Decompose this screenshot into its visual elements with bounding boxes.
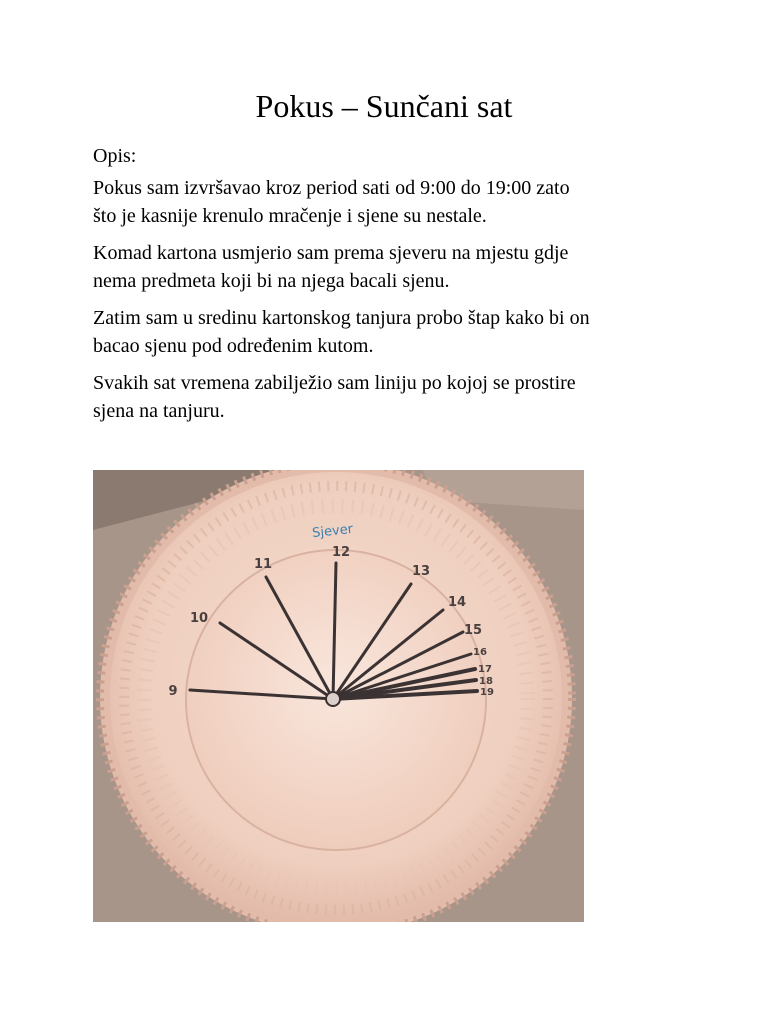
paragraph-line: nema predmeta koji bi na njega bacali sjenu. (93, 270, 450, 292)
hour-label-11: 11 (253, 557, 273, 572)
hour-label-12: 12 (331, 545, 351, 560)
paragraph-stap (93, 304, 693, 360)
hour-label-9: 9 (168, 684, 178, 699)
paragraph-opis (93, 142, 693, 170)
sundial-photo (93, 470, 584, 922)
hour-label-19: 19 (480, 687, 494, 698)
paragraph-line: bacao sjenu pod određenim kutom. (93, 335, 374, 357)
hour-label-10: 10 (189, 611, 209, 626)
paragraph-line: sjena na tanjuru. (93, 400, 225, 422)
hour-label-15: 15 (463, 623, 483, 638)
paragraph-line: Komad kartona usmjerio sam prema sjeveru na mjestu gdje (93, 242, 569, 264)
paragraph-period (93, 174, 693, 230)
paragraph-line: Pokus sam izvršavao kroz period sati od 9:00 do 19:00 zato (93, 177, 570, 199)
paragraph-line: Zatim sam u sredinu kartonskog tanjura probo štap kako bi on (93, 307, 590, 329)
hour-label-17: 17 (478, 664, 492, 675)
paragraph-biljezenje (93, 369, 693, 425)
page-title: Pokus – Sunčani sat (255, 88, 513, 124)
paragraph-karton (93, 239, 693, 295)
hour-label-13: 13 (411, 564, 431, 579)
hour-label-14: 14 (447, 595, 467, 610)
hour-label-18: 18 (479, 676, 493, 687)
paragraph-line: što je kasnije krenulo mračenje i sjene su nestale. (93, 205, 487, 227)
paragraph-line: Opis: (93, 145, 137, 167)
sundial-plate-image (93, 470, 584, 922)
hour-label-16: 16 (473, 647, 487, 658)
north-label: Sjever (311, 521, 354, 542)
paragraph-line: Svakih sat vremena zabilježio sam liniju po kojoj se prostire (93, 372, 576, 394)
gnomon-hole (326, 692, 340, 706)
